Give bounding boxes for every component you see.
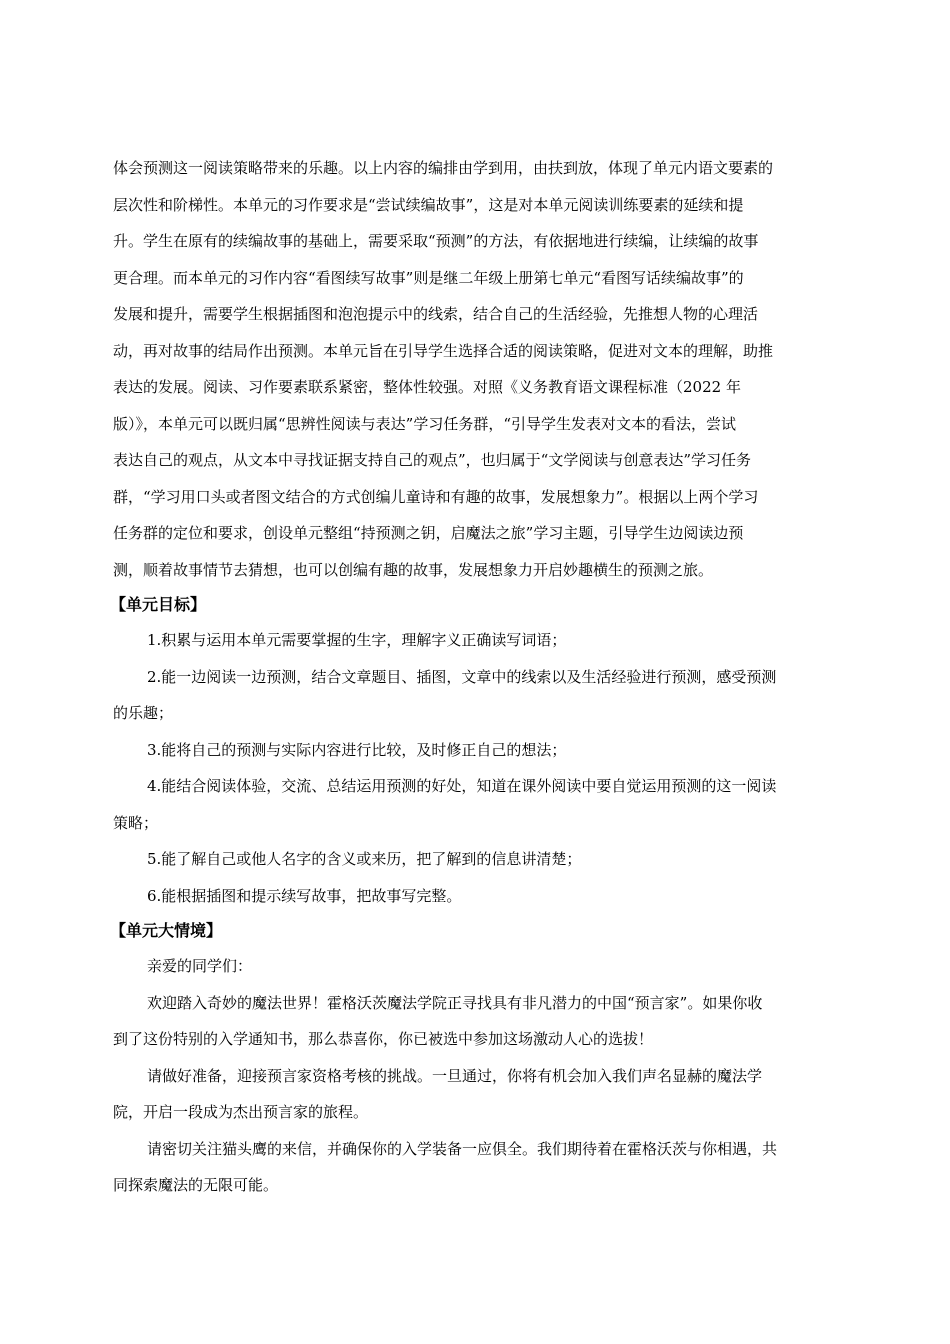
goal-item xyxy=(113,841,853,878)
letter-paragraph xyxy=(113,985,853,1058)
intro-paragraph xyxy=(113,150,853,588)
letter-greeting: 亲爱的同学们： xyxy=(147,957,253,975)
text-line: 发展和提升，需要学生根据插图和泡泡提示中的线索，结合自己的生活经验，先推想人物的心理活 xyxy=(113,305,759,323)
text-line: 版）》，本单元可以既归属“思辨性阅读与表达”学习任务群，“引导学生发表对文本的看法，尝试 xyxy=(113,414,737,433)
letter-line: 请密切关注猫头鹰的来信，并确保你的入学装备一应俱全。我们期待着在霍格沃茨与你相遇，共 xyxy=(147,1139,778,1158)
goal-line: 6.能根据插图和提示续写故事，把故事写完整。 xyxy=(147,886,462,905)
text-line: 层次性和阶梯性。本单元的习作要求是“尝试续编故事”，这是对本单元阅读训练要素的延续和提 xyxy=(113,195,744,214)
goal-line: 的乐趣； xyxy=(113,704,174,722)
goal-line: 5.能了解自己或他人名字的含义或来历，把了解到的信息讲清楚； xyxy=(147,850,582,868)
goal-line: 策略； xyxy=(113,813,159,832)
goal-line: 3.能将自己的预测与实际内容进行比较，及时修正自己的想法； xyxy=(147,740,567,759)
letter-paragraph xyxy=(113,1131,853,1204)
text-line: 表达自己的观点，从文本中寻找证据支持自己的观点”，也归属于“文学阅读与创意表达”学习任务 xyxy=(113,451,752,469)
text-line: 更合理。而本单元的习作内容“看图续写故事”则是继二年级上册第七单元“看图写话续编故事”的 xyxy=(113,268,744,287)
text-line: 升。学生在原有的续编故事的基础上，需要采取“预测”的方法，有依据地进行续编，让续编的故事 xyxy=(113,232,759,250)
letter-line: 院，开启一段成为杰出预言家的旅程。 xyxy=(113,1103,369,1121)
goal-item xyxy=(113,732,853,769)
goal-line: 4.能结合阅读体验，交流、总结运用预测的好处，知道在课外阅读中要自觉运用预测的这一阅读 xyxy=(147,777,777,795)
text-line: 表达的发展。阅读、习作要素联系紧密，整体性较强。对照《义务教育语文课程标准（2022 年 xyxy=(113,378,741,396)
goal-item xyxy=(113,659,853,732)
letter-paragraph xyxy=(113,1058,853,1131)
goal-line: 2.能一边阅读一边预测，结合文章题目、插图，文章中的线索以及生活经验进行预测，感受预测 xyxy=(147,667,777,686)
letter-line: 请做好准备，迎接预言家资格考核的挑战。一旦通过，你将有机会加入我们声名显赫的魔法学 xyxy=(147,1066,763,1085)
text-line: 体会预测这一阅读策略带来的乐趣。以上内容的编排由学到用，由扶到放，体现了单元内语文要素的 xyxy=(113,159,774,177)
text-line: 任务群的定位和要求，创设单元整组“持预测之钥，启魔法之旅”学习主题，引导学生边阅读边预 xyxy=(113,524,744,542)
goal-item xyxy=(113,878,853,915)
goals-heading: 【单元目标】 xyxy=(110,595,207,614)
document-body xyxy=(110,150,853,1204)
text-line: 群，“学习用口头或者图文结合的方式创编儿童诗和有趣的故事，发展想象力”。根据以上两个学习 xyxy=(113,487,759,506)
text-line: 动，再对故事的结局作出预测。本单元旨在引导学生选择合适的阅读策略，促进对文本的理解，助推 xyxy=(113,341,774,360)
goal-item xyxy=(113,768,853,841)
text-line: 测，顺着故事情节去猜想，也可以创编有趣的故事，发展想象力开启妙趣横生的预测之旅。 xyxy=(113,560,714,579)
situation-section xyxy=(110,914,853,1204)
situation-heading: 【单元大情境】 xyxy=(110,921,223,940)
letter-line: 欢迎踏入奇妙的魔法世界！霍格沃茨魔法学院正寻找具有非凡潜力的中国“预言家”。如果你收 xyxy=(147,993,763,1012)
goals-section xyxy=(110,588,853,914)
goal-item xyxy=(113,622,853,659)
goal-line: 1.积累与运用本单元需要掌握的生字，理解字义正确读写词语； xyxy=(147,631,567,649)
letter-line: 同探索魔法的无限可能。 xyxy=(113,1176,279,1194)
letter-line: 到了这份特别的入学通知书，那么恭喜你，你已被选中参加这场激动人心的选拔！ xyxy=(113,1030,654,1048)
